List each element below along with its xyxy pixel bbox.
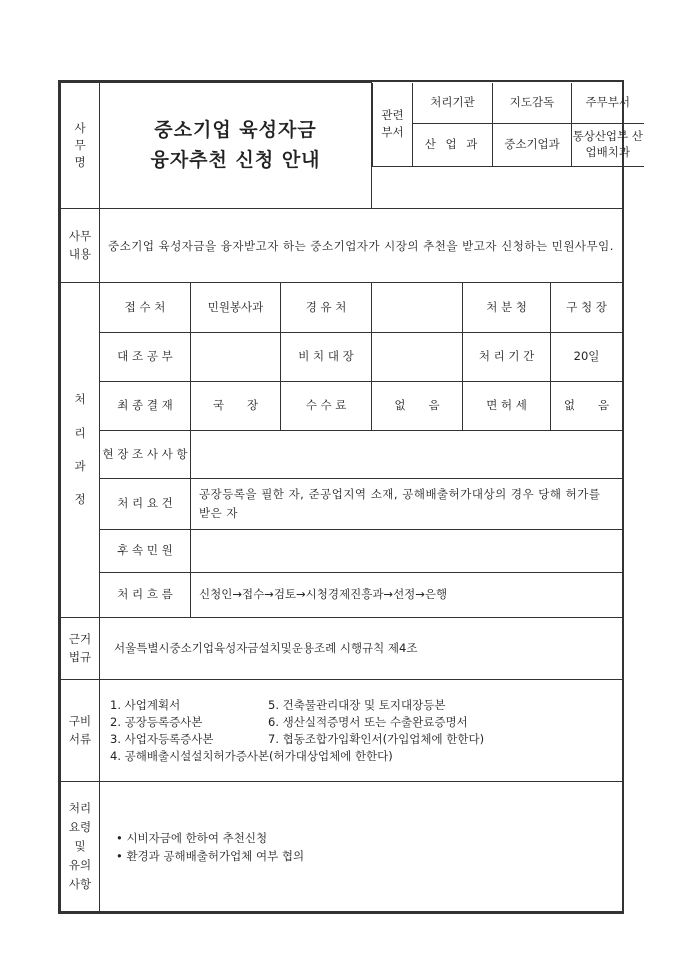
label-text: 근거 bbox=[68, 632, 92, 647]
label-text: 내용 bbox=[68, 246, 92, 261]
doc-item: 6. 생산실적증명서 또는 수출완료증명서 bbox=[268, 714, 468, 729]
label-text: 부서 bbox=[381, 125, 404, 139]
legal-basis-text: 서울특별시중소기업육성자금설치및운용조례 시행규칙 제4조 bbox=[100, 618, 623, 680]
title-line-2: 융자추천 신청 안내 bbox=[150, 148, 321, 171]
label-text: 법규 bbox=[68, 649, 92, 664]
doc-item: 1. 사업계획서 bbox=[110, 697, 181, 712]
legal-basis-label bbox=[61, 618, 100, 680]
grid-cell: 처 분 청 bbox=[463, 283, 551, 333]
grid-cell bbox=[372, 333, 463, 382]
dept-value-supervision: 중소기업과 bbox=[493, 123, 572, 166]
label-text: 사무 bbox=[68, 229, 92, 244]
label-char: 과 bbox=[74, 459, 86, 473]
label-char: 무 bbox=[74, 137, 86, 152]
affair-content-label bbox=[61, 209, 100, 283]
required-docs-label bbox=[61, 680, 100, 782]
note-item bbox=[116, 847, 622, 865]
followup-label: 후 속 민 원 bbox=[100, 530, 191, 573]
note-text: 환경과 공해배출허가업체 여부 협의 bbox=[126, 848, 305, 863]
label-char: 정 bbox=[74, 492, 86, 507]
grid-cell: 경 유 처 bbox=[281, 283, 372, 333]
label-text: 서류 bbox=[68, 731, 92, 746]
requirements-label: 처 리 요 건 bbox=[100, 479, 191, 530]
grid-cell: 최 종 결 재 bbox=[100, 382, 191, 431]
flow-value: 신청인→접수→검토→시청경제진흥과→선정→은행 bbox=[191, 573, 623, 618]
process-label bbox=[61, 283, 100, 618]
form-table bbox=[60, 82, 643, 912]
label-char: 처 bbox=[74, 392, 86, 407]
dept-value-main: 통상산업부 산업배치과 bbox=[572, 123, 644, 166]
required-docs-list bbox=[100, 680, 623, 782]
dept-header-main: 주무부서 bbox=[572, 83, 644, 124]
grid-cell: 비 치 대 장 bbox=[281, 333, 372, 382]
doc-item: 3. 사업자등록증사본 bbox=[110, 731, 214, 746]
label-text: 유의 bbox=[68, 857, 92, 872]
grid-cell: 구 청 장 bbox=[551, 283, 623, 333]
label-text: 관련 bbox=[381, 107, 404, 122]
dept-header-group bbox=[372, 83, 643, 167]
dept-value-processing: 산 업 과 bbox=[413, 123, 493, 166]
doc-item: 5. 건축물관리대장 및 토지대장등본 bbox=[268, 697, 446, 712]
grid-cell: 처 리 기 간 bbox=[463, 333, 551, 382]
grid-cell: 대 조 공 부 bbox=[100, 333, 191, 382]
affair-content-text: 중소기업 육성자금을 융자받고자 하는 중소기업자가 시장의 추천을 받고자 신청하는 민원사무임. bbox=[100, 209, 623, 283]
guide-form bbox=[58, 80, 643, 914]
grid-cell: 면 허 세 bbox=[463, 382, 551, 431]
related-dept-label bbox=[373, 83, 413, 167]
dept-header-supervision: 지도감독 bbox=[493, 83, 572, 124]
label-text: 요령 bbox=[68, 820, 92, 835]
title-line-1: 중소기업 육성자금 bbox=[154, 119, 317, 142]
label-text: 처리 bbox=[68, 801, 92, 816]
label-char: 명 bbox=[74, 155, 86, 170]
grid-cell: 없 음 bbox=[372, 382, 463, 431]
notes-list bbox=[100, 782, 623, 912]
followup-value bbox=[191, 530, 623, 573]
grid-cell: 접 수 처 bbox=[100, 283, 191, 333]
label-char: 리 bbox=[74, 425, 86, 440]
label-text: 사항 bbox=[68, 876, 92, 891]
site-survey-label: 현 장 조 사 사 항 bbox=[100, 431, 191, 479]
note-item bbox=[116, 829, 622, 847]
label-text: 구비 bbox=[68, 714, 92, 729]
bullet-icon: • bbox=[116, 830, 123, 845]
flow-label: 처 리 흐 름 bbox=[100, 573, 191, 618]
grid-cell: 국 장 bbox=[191, 382, 281, 431]
affair-name-label bbox=[61, 83, 100, 209]
grid-cell: 20일 bbox=[551, 333, 623, 382]
grid-cell bbox=[372, 283, 463, 333]
grid-cell bbox=[191, 333, 281, 382]
bullet-icon: • bbox=[116, 848, 123, 863]
requirements-value: 공장등록을 필한 자, 준공업지역 소재, 공해배출허가대상의 경우 당해 허가를 받은 자 bbox=[191, 479, 623, 530]
grid-cell: 민원봉사과 bbox=[191, 283, 281, 333]
notes-label bbox=[61, 782, 100, 912]
doc-item: 7. 협동조합가입확인서(가입업체에 한한다) bbox=[268, 731, 485, 746]
site-survey-value bbox=[191, 431, 623, 479]
label-text: 및 bbox=[74, 839, 86, 854]
label-char: 사 bbox=[74, 120, 86, 135]
doc-item: 2. 공장등록증사본 bbox=[110, 714, 203, 729]
note-text: 시비자금에 한하여 추천신청 bbox=[126, 830, 268, 845]
grid-cell: 수 수 료 bbox=[281, 382, 372, 431]
dept-header-processing: 처리기관 bbox=[413, 83, 493, 124]
doc-item: 4. 공해배출시설설치허가증사본(허가대상업체에 한한다) bbox=[110, 748, 393, 763]
grid-cell: 없 음 bbox=[551, 382, 623, 431]
page-title bbox=[100, 83, 372, 209]
